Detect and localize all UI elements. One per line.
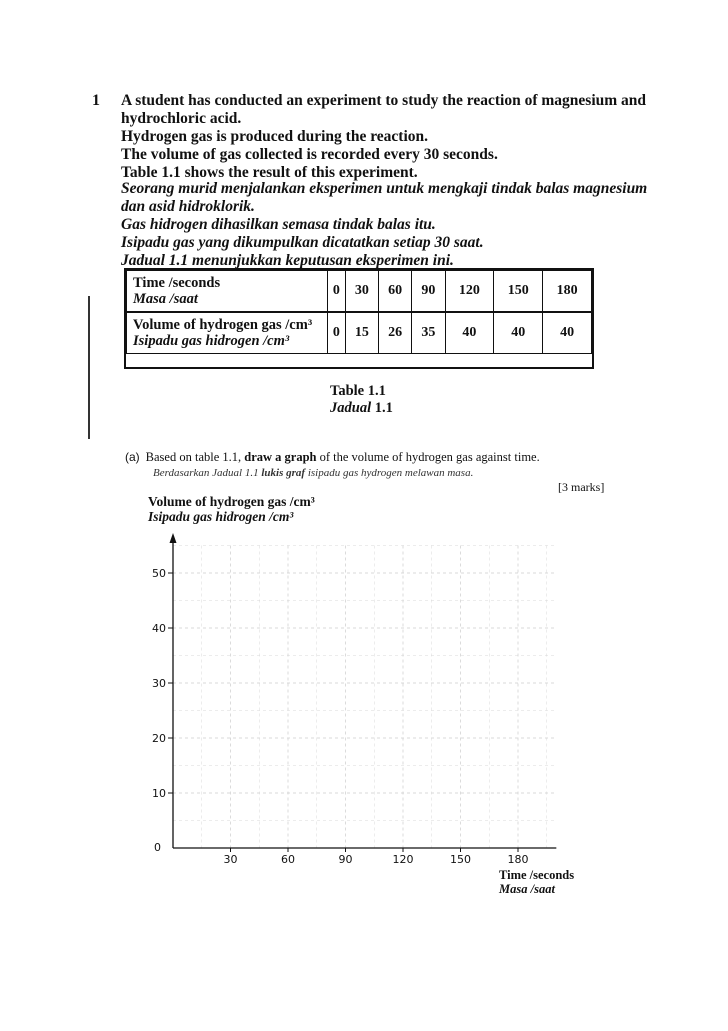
caption-en: Table 1.1 <box>330 383 386 399</box>
y-axis-arrow <box>170 533 177 543</box>
part-a-label: (a) <box>125 450 140 464</box>
x-tick-label: 150 <box>450 853 471 866</box>
time-cell: 90 <box>412 271 445 312</box>
y-label-en: Volume of hydrogen gas /cm³ <box>148 494 315 509</box>
intro-ms-line: Seorang murid menjalankan eksperimen untuk mengkaji tindak balas magnesium <box>121 180 648 197</box>
intro-en-line: A student has conducted an experiment to study the reaction of magnesium and <box>121 92 647 109</box>
intro-en-line: hydrochloric acid. <box>121 110 242 127</box>
part-a-text-pre: Based on table 1.1, <box>145 450 245 464</box>
volume-cell: 0 <box>328 312 346 354</box>
volume-cell: 40 <box>445 312 494 354</box>
intro-ms-line: Jadual 1.1 menunjukkan keputusan eksperimen ini. <box>121 252 454 269</box>
y-tick-label: 30 <box>152 677 166 690</box>
intro-ms-line: Gas hidrogen dihasilkan semasa tindak balas itu. <box>121 216 436 233</box>
time-cell: 150 <box>494 271 543 312</box>
x-tick-label: 30 <box>223 853 238 866</box>
time-cell: 120 <box>445 271 494 312</box>
question-number: 1 <box>92 92 100 109</box>
time-cell: 0 <box>328 271 346 312</box>
y-tick-label: 20 <box>152 732 166 745</box>
time-cell: 60 <box>379 271 412 312</box>
x-label-en: Time /seconds <box>499 868 575 882</box>
intro-en-line: The volume of gas collected is recorded every 30 seconds. <box>121 146 498 163</box>
volume-cell: 40 <box>494 312 543 354</box>
volume-cell: 15 <box>345 312 378 354</box>
x-tick-label: 180 <box>507 853 529 866</box>
intro-en-line: Table 1.1 shows the result of this experiment. <box>121 164 418 181</box>
origin-label: 0 <box>154 841 161 854</box>
y-tick-label: 10 <box>152 787 166 800</box>
volume-cell: 26 <box>379 312 412 354</box>
time-cell: 30 <box>345 271 378 312</box>
graph-x-label <box>499 868 574 896</box>
x-tick-label: 90 <box>338 853 353 866</box>
part-a-ms-pre: Berdasarkan Jadual 1.1 <box>153 467 262 479</box>
part-a-ms-post: isipadu gas hydrogen melawan masa. <box>305 467 474 479</box>
time-cell: 180 <box>543 271 592 312</box>
volume-cell: 40 <box>543 312 592 354</box>
volume-cell: 35 <box>412 312 445 354</box>
intro-ms-line: Isipadu gas yang dikumpulkan dicatatkan setiap 30 saat. <box>121 234 484 251</box>
y-label-ms: Isipadu gas hidrogen /cm³ <box>148 509 294 524</box>
caption-ms-word: Jadual <box>330 400 372 416</box>
part-a-ms-bold: lukis graf <box>261 467 306 479</box>
intro-ms-line: dan asid hidroklorik. <box>121 198 255 215</box>
y-tick-label: 40 <box>152 622 166 635</box>
intro-en-line: Hydrogen gas is produced during the reaction. <box>121 128 429 145</box>
x-tick-label: 60 <box>281 853 295 866</box>
volume-label-ms: Isipadu gas hidrogen /cm³ <box>133 332 290 349</box>
caption-ms-num: 1.1 <box>374 400 393 416</box>
part-a-text-post: of the volume of hydrogen gas against time. <box>316 450 540 464</box>
time-label-en: Time /seconds <box>133 274 221 291</box>
marks-label: [3 marks] <box>558 480 605 494</box>
time-label-ms: Masa /saat <box>133 290 198 307</box>
part-a-text-bold: draw a graph <box>244 450 317 464</box>
y-tick-label: 50 <box>152 567 166 580</box>
x-label-ms: Masa /saat <box>499 882 555 896</box>
x-tick-label: 120 <box>392 853 414 866</box>
volume-label-en: Volume of hydrogen gas /cm³ <box>133 316 313 333</box>
